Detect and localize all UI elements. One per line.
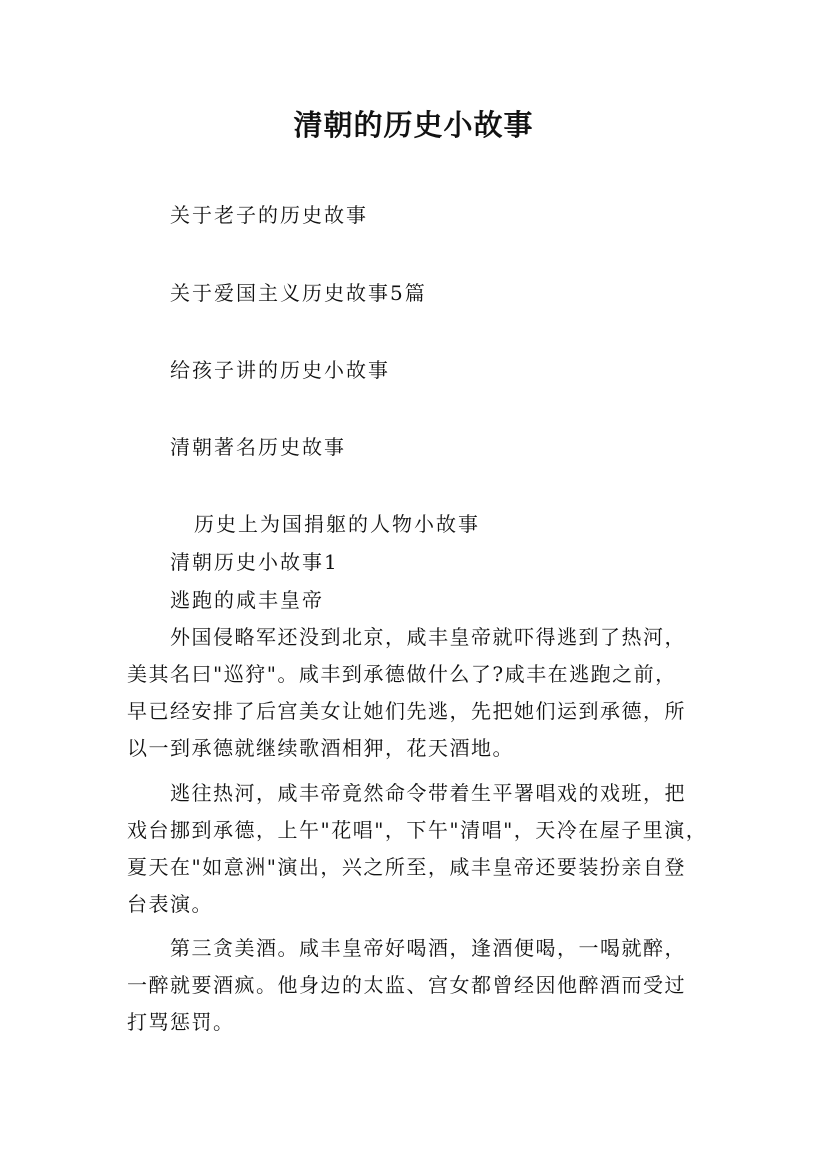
related-link-5: 历史上为国捐躯的人物小故事 <box>194 512 480 536</box>
paragraph-line: 一醉就要酒疯。他身边的太监、宫女都曾经因他醉酒而受过 <box>127 973 686 997</box>
related-link-4: 清朝著名历史故事 <box>170 435 346 459</box>
related-link-3: 给孩子讲的历史小故事 <box>170 358 390 382</box>
paragraph-line: 台表演。 <box>127 892 213 916</box>
paragraph-line: 第三贪美酒。咸丰皇帝好喝酒，逢酒便喝，一喝就醉， <box>170 936 686 960</box>
paragraph-line: 以一到承德就继续歌酒相狎，花天酒地。 <box>127 736 514 760</box>
paragraph-line: 戏台挪到承德，上午"花唱"，下午"清唱"，天冷在屋子里演， <box>127 818 708 842</box>
paragraph-line: 打骂惩罚。 <box>127 1010 235 1034</box>
paragraph-line: 夏天在"如意洲"演出，兴之所至，咸丰皇帝还要装扮亲自登 <box>127 855 686 879</box>
related-link-2: 关于爱国主义历史故事5篇 <box>170 281 427 305</box>
related-link-1: 关于老子的历史故事 <box>170 203 368 227</box>
paragraph-3 <box>127 930 717 1041</box>
paragraph-2 <box>127 775 717 923</box>
section-heading: 清朝历史小故事1 <box>170 550 339 574</box>
paragraph-line: 逃往热河，咸丰帝竟然命令带着生平署唱戏的戏班，把 <box>170 781 686 805</box>
paragraph-line: 美其名曰"巡狩"。咸丰到承德做什么了?咸丰在逃跑之前， <box>127 662 677 686</box>
story-title: 逃跑的咸丰皇帝 <box>170 588 324 612</box>
paragraph-line: 早已经安排了后宫美女让她们先逃，先把她们运到承德，所 <box>127 699 686 723</box>
paragraph-1 <box>127 619 717 767</box>
paragraph-line: 外国侵略军还没到北京，咸丰皇帝就吓得逃到了热河， <box>170 625 686 649</box>
page-title: 清朝的历史小故事 <box>293 108 534 142</box>
